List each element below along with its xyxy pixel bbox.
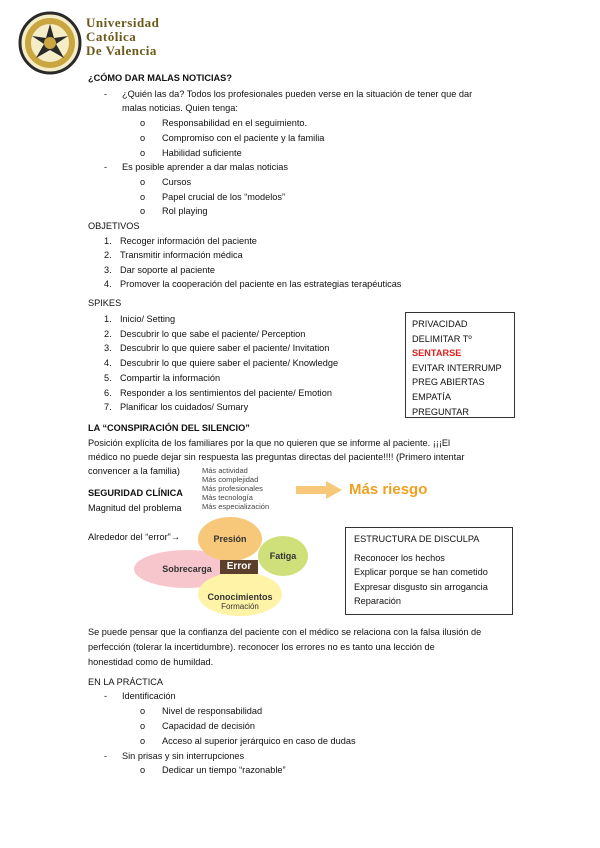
dash-bullet: - xyxy=(104,89,108,99)
numbered-item: 4. Promover la cooperación del paciente en las estrategias terapéuticas xyxy=(104,279,402,289)
logo-line-3: De Valencia xyxy=(86,43,157,58)
section-title-conspiracion: LA “CONSPIRACIÓN DEL SILENCIO” xyxy=(88,423,250,433)
subtitle: Magnitud del problema xyxy=(88,503,182,513)
mas-item: Más especialización xyxy=(202,502,270,511)
box-item-highlight: SENTARSE xyxy=(412,348,462,359)
numbered-item: 3. Descubrir lo que quiere saber el paciente/ Invitation xyxy=(104,343,330,353)
box-item: Reconocer los hechos xyxy=(354,552,445,563)
sub-item: o Responsabilidad en el seguimiento. xyxy=(140,118,308,128)
sub-item: o Acceso al superior jerárquico en caso de dudas xyxy=(140,736,356,746)
university-name xyxy=(86,16,159,58)
mas-list xyxy=(202,466,269,511)
list-item: ¿Quién las da? Todos los profesionales pueden verse en la situación de tener que dar xyxy=(122,89,473,99)
paragraph-line: Posición explícita de los familiares por la que no quieren que se informe al paciente. ¡¡¡El xyxy=(88,438,451,448)
logo-line-1: Universidad xyxy=(86,15,160,30)
list-item: Es posible aprender a dar malas noticias xyxy=(122,162,288,172)
list-item: Identificación xyxy=(122,691,176,701)
sub-item: o Dedicar un tiempo “razonable” xyxy=(140,765,286,775)
box-title: ESTRUCTURA DE DISCULPA xyxy=(354,534,480,544)
sub-item: o Habilidad suficiente xyxy=(140,148,242,158)
box-item: Explicar porque se han cometido xyxy=(354,567,488,578)
mas-item: Más profesionales xyxy=(202,484,263,493)
mas-item: Más tecnología xyxy=(202,493,253,502)
sub-item: o Cursos xyxy=(140,177,192,187)
disculpa-box xyxy=(345,527,513,615)
box-item: Expresar disgusto sin arrogancia xyxy=(354,581,488,592)
conocimientos-ellipse: Conocimientos Formación xyxy=(198,572,282,616)
paragraph-line: honestidad como de humildad. xyxy=(88,657,214,667)
paragraph-line: convencer a la familia) xyxy=(88,466,180,476)
fatiga-ellipse: Fatiga xyxy=(258,536,308,576)
error-box: Error xyxy=(220,560,258,574)
university-logo xyxy=(18,10,82,76)
box-item: EMPATÍA xyxy=(412,391,451,402)
sub-item: o Nivel de responsabilidad xyxy=(140,706,263,716)
numbered-item: 2. Transmitir información médica xyxy=(104,250,243,260)
mas-item: Más actividad xyxy=(202,466,248,475)
dash-bullet: - xyxy=(104,691,108,701)
mas-item: Más complejidad xyxy=(202,475,259,484)
dash-bullet: - xyxy=(104,162,108,172)
numbered-item: 6. Responder a los sentimientos del paciente/ Emotion xyxy=(104,388,332,398)
box-item: PREGUNTAR xyxy=(412,406,469,417)
box-item: PREG ABIERTAS xyxy=(412,377,485,388)
paragraph-line: médico no puede dejar sin respuesta las preguntas directas del paciente!!!! (Primero intentar xyxy=(88,452,465,462)
sub-item: o Capacidad de decisión xyxy=(140,721,255,731)
numbered-item: 1. Inicio/ Setting xyxy=(104,314,176,324)
paragraph-line: Se puede pensar que la confianza del paciente con el médico se relaciona con la falsa ilusión de xyxy=(88,627,482,637)
paragraph-line: perfección (tolerar la incertidumbre). reconocer los errores no es tanto una lección de xyxy=(88,642,435,652)
sub-item: o Rol playing xyxy=(140,206,208,216)
section-title-spikes: SPIKES xyxy=(88,298,122,308)
box-item: DELIMITAR Tº xyxy=(412,333,472,344)
numbered-item: 7. Planificar los cuidados/ Sumary xyxy=(104,402,249,412)
box-item: Reparación xyxy=(354,596,401,607)
sobrecarga-ellipse: Sobrecarga xyxy=(134,550,240,588)
mas-riesgo-label: Más riesgo xyxy=(349,481,428,498)
numbered-item: 3. Dar soporte al paciente xyxy=(104,265,215,275)
dash-bullet: - xyxy=(104,751,108,761)
error-label: Alrededor del “error”→ xyxy=(88,532,180,542)
numbered-item: 5. Compartir la información xyxy=(104,373,221,383)
numbered-item: 2. Descubrir lo que sabe el paciente/ Perception xyxy=(104,329,306,339)
logo-line-2: Católica xyxy=(86,29,137,44)
numbered-item: 4. Descubrir lo que quiere saber el paciente/ Knowledge xyxy=(104,358,339,368)
spikes-box xyxy=(405,312,515,418)
box-item: PRIVACIDAD xyxy=(412,319,468,329)
list-item: Sin prisas y sin interrupciones xyxy=(122,751,245,761)
arrow-right-icon xyxy=(296,481,342,501)
list-item-continuation: malas noticias. Quien tenga: xyxy=(122,103,238,113)
section-title-malas-noticias: ¿CÓMO DAR MALAS NOTICIAS? xyxy=(88,73,232,83)
presion-ellipse: Presión xyxy=(198,517,262,561)
sub-item: o Papel crucial de los “modelos” xyxy=(140,192,286,202)
sub-item: o Compromiso con el paciente y la familia xyxy=(140,133,325,143)
box-item: EVITAR INTERRUMP xyxy=(412,362,502,373)
section-title-seguridad: SEGURIDAD CLÍNICA xyxy=(88,488,183,498)
numbered-item: 1. Recoger información del paciente xyxy=(104,236,257,246)
section-title-objetivos: OBJETIVOS xyxy=(88,221,140,231)
section-title-practica: EN LA PRÁCTICA xyxy=(88,677,164,687)
